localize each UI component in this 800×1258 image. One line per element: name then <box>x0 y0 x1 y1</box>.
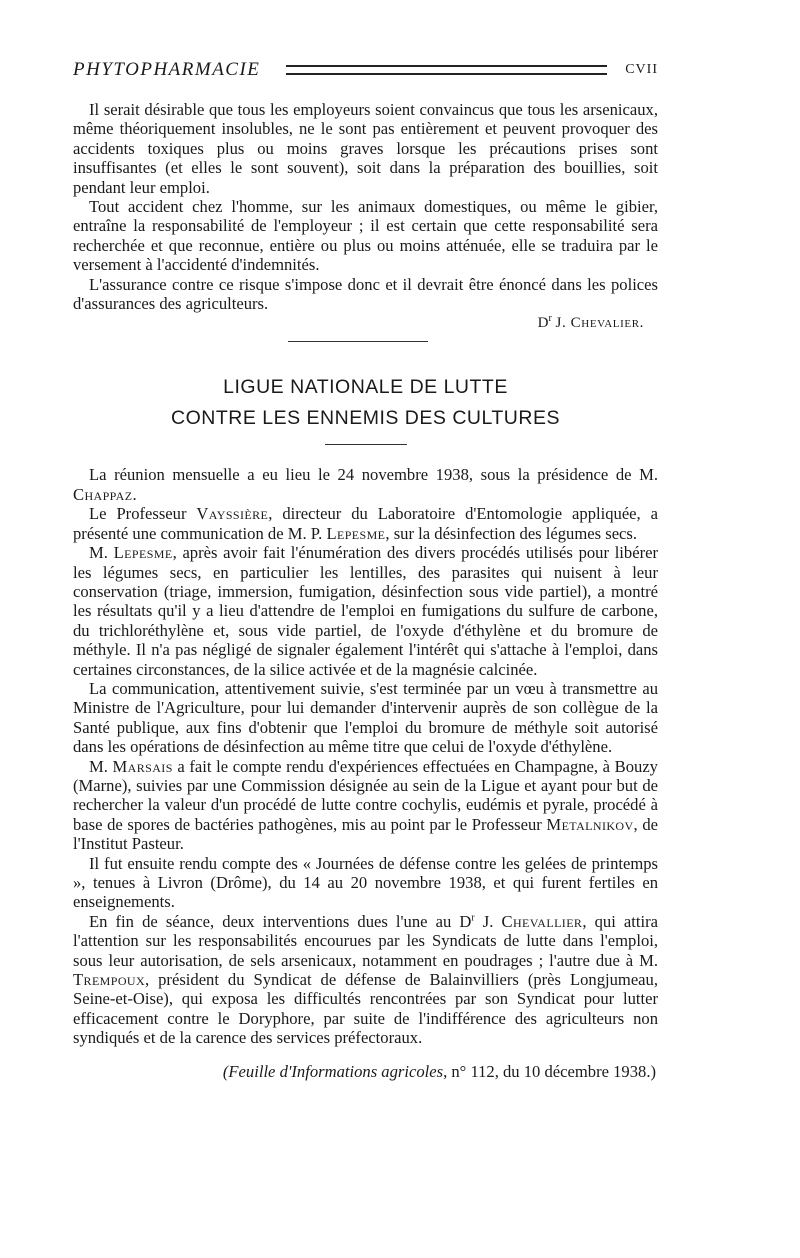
section-separator <box>288 341 428 342</box>
paragraph: Tout accident chez l'homme, sur les animaux domestiques, ou même le gibier, entraîne la responsabilité de l'employeur ; il est certain que cette responsabilité sera recherchée et que reconnue, entière ou plus ou moins atténuée, elle se traduira par le versement à l'accidenté d'indemnités. <box>73 197 658 275</box>
previous-article <box>73 100 658 342</box>
paragraph: M. Lepesme, après avoir fait l'énumération des divers procédés utilisés pour libérer les légumes secs, en particulier les lentilles, des parasites qui nuisent à leur conservation (triage, immersion, fumigation, désinfection sous vide partiel), a montré les résultats qu'il y a lieu d'attendre de l'emploi en fumigations du sulfure de carbone, du trichloréthylène et, sous vide partiel, de l'oxyde d'éthylène et du bromure de méthyle. Il n'a pas négligé de signaler également l'intérêt qui s'attache à l'emploi, dans certaines circonstances, de la silice activée et de la magnésie calcinée. <box>73 543 658 679</box>
source-citation: (Feuille d'Informations agricoles, n° 112, du 10 décembre 1938.) <box>222 1061 656 1081</box>
heading-line: CONTRE LES ENNEMIS DES CULTURES <box>171 407 560 430</box>
paragraph: En fin de séance, deux interventions dues l'une au $D^r$ J. Chevallier, qui attira l'attention sur les responsabilités encourues par les Syndicats de lutte dans l'emploi, sous leur autorisation, de sels arsenicaux, notamment en poudrages ; l'autre due à M. Trempoux, président du Syndicat de défense de Balainvilliers (près Longjumeau, Seine-et-Oise), qui exposa les difficultés rencontrées par son Syndicat pour lutter efficacement contre le Doryphore, par suite de l'indifférence des agriculteurs non syndiqués et de la carence des services préfectoraux. <box>73 911 658 1048</box>
paragraph: La communication, attentivement suivie, s'est terminée par un vœu à transmettre au Ministre de l'Agriculture, pour lui demander d'intervenir auprès de son collègue de la Santé publique, aux fins d'obtenir que l'emploi du bromure de méthyle soit autorisé dans les opérations de désinfection au même titre que celui de l'oxyde d'éthylène. <box>73 678 658 757</box>
document-page <box>73 54 658 1082</box>
running-title: PHYTOPHARMACIE <box>73 59 261 80</box>
paragraph: M. Marsais a fait le compte rendu d'expériences effectuées en Champagne, à Bouzy (Marne), suivies par une Commission désignée au sein de la Ligue et ayant pour but de rechercher la valeur d'un procédé de lutte contre cochylis, eudémis et pyrale, procédé à base de spores de bactéries pathogènes, mis au point par le Professeur Metalnikov, de l'Institut Pasteur. <box>73 756 658 854</box>
heading-line: LIGUE NATIONALE DE LUTTE <box>223 376 508 399</box>
article-heading <box>73 372 658 434</box>
paragraph: L'assurance contre ce risque s'impose donc et il devrait être énoncé dans les polices d'assurances des agriculteurs. <box>73 274 658 314</box>
header-double-rule <box>286 65 607 75</box>
paragraph: La réunion mensuelle a eu lieu le 24 novembre 1938, sous la présidence de M. Chappaz. <box>73 465 658 504</box>
paragraph: Il serait désirable que tous les employeurs soient convaincus que tous les arsenicaux, même théoriquement insolubles, ne le sont pas entièrement et peuvent provoquer des accidents toxiques plus ou moins graves lorsque les précautions prises sont insuffisantes (et elles le sont souvent), soit dans la préparation des bouillies, soit pendant leur emploi. <box>73 100 658 197</box>
page-number: CVII <box>625 62 658 77</box>
running-header <box>73 54 658 86</box>
article-body <box>73 465 658 1081</box>
signature-name: J. Chevalier. <box>555 315 644 332</box>
heading-separator <box>325 444 407 445</box>
paragraph: Le Professeur Vayssière, directeur du Laboratoire d'Entomologie appliquée, a présenté une communication de M. P. Lepesme, sur la désinfection des légumes secs. <box>73 504 658 543</box>
signature: $D^r$ J. Chevalier. <box>537 313 644 332</box>
paragraph: Il fut ensuite rendu compte des « Journées de défense contre les gelées de printemps », tenues à Livron (Drôme), du 14 au 20 novembre 1938, et qui furent fertiles en enseignements. <box>73 853 658 912</box>
